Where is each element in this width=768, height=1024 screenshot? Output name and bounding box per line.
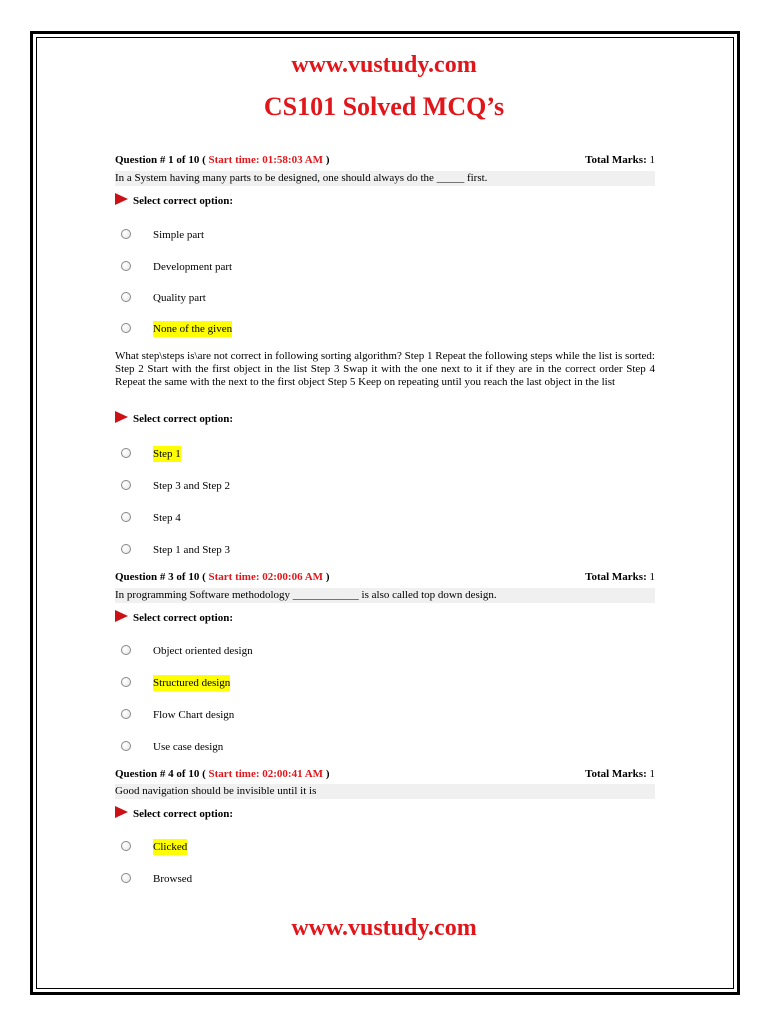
question-number-close: ) — [323, 768, 330, 780]
option-label: Step 4 — [153, 512, 181, 524]
radio-button-icon[interactable] — [121, 292, 131, 302]
start-time: Start time: 02:00:06 AM — [208, 571, 324, 583]
question-number-close: ) — [323, 154, 330, 166]
red-flag-icon — [115, 806, 128, 818]
question-header — [115, 767, 655, 781]
total-marks — [585, 153, 655, 167]
question-number: Question # 3 of 10 ( — [115, 571, 209, 583]
select-label: Select correct option: — [133, 612, 233, 624]
select-option-prompt — [115, 193, 233, 208]
option-label-highlighted: None of the given — [153, 323, 233, 335]
option-label: Step 3 and Step 2 — [153, 480, 230, 492]
option-label: Quality part — [153, 292, 206, 304]
question-header — [115, 570, 655, 584]
total-marks-value: 1 — [649, 154, 655, 166]
option-label-highlighted: Clicked — [153, 841, 188, 853]
total-marks-label: Total Marks: — [585, 154, 647, 166]
radio-button-icon[interactable] — [121, 448, 131, 458]
question-number: Question # 4 of 10 ( — [115, 768, 209, 780]
option-label-highlighted: Step 1 — [153, 448, 181, 460]
question-text: What step\steps is\are not correct in following sorting algorithm? Step 1 Repeat the following steps while the list is sorted: Step 2 Start with the first object in the list Step 3 Swap it with the one next to it if they are in the correct order Step 4 Repeat the same with the next to the first object Step 5 Keep on repeating until you reach the last object in the list — [115, 350, 655, 388]
select-option-prompt — [115, 806, 233, 821]
total-marks — [585, 767, 655, 781]
radio-button-icon[interactable] — [121, 709, 131, 719]
select-label: Select correct option: — [133, 195, 233, 207]
total-marks-value: 1 — [649, 571, 655, 583]
question-text: Good navigation should be invisible until it is — [115, 784, 655, 799]
start-time: Start time: 02:00:41 AM — [208, 768, 324, 780]
radio-button-icon[interactable] — [121, 677, 131, 687]
option-label: Step 1 and Step 3 — [153, 544, 230, 556]
radio-button-icon[interactable] — [121, 544, 131, 554]
radio-button-icon[interactable] — [121, 323, 131, 333]
option-label: Development part — [153, 261, 233, 273]
select-label: Select correct option: — [133, 413, 233, 425]
radio-button-icon[interactable] — [121, 841, 131, 851]
radio-button-icon[interactable] — [121, 261, 131, 271]
option-label: Browsed — [153, 873, 193, 885]
option-label: Object oriented design — [153, 645, 253, 657]
total-marks — [585, 570, 655, 584]
radio-button-icon[interactable] — [121, 645, 131, 655]
total-marks-label: Total Marks: — [585, 768, 647, 780]
red-flag-icon — [115, 411, 128, 423]
radio-button-icon[interactable] — [121, 512, 131, 522]
option-label-highlighted: Structured design — [153, 677, 231, 689]
red-flag-icon — [115, 610, 128, 622]
radio-button-icon[interactable] — [121, 229, 131, 239]
option-label: Simple part — [153, 229, 205, 241]
question-text: In programming Software methodology ____________ is also called top down design. — [115, 588, 655, 603]
radio-button-icon[interactable] — [121, 741, 131, 751]
site-header: www.vustudy.com — [291, 52, 477, 78]
radio-button-icon[interactable] — [121, 873, 131, 883]
question-number-close: ) — [323, 571, 330, 583]
document-title: CS101 Solved MCQ’s — [263, 92, 505, 121]
select-label: Select correct option: — [133, 808, 233, 820]
start-time: Start time: 01:58:03 AM — [208, 154, 324, 166]
radio-button-icon[interactable] — [121, 480, 131, 490]
option-label: Flow Chart design — [153, 709, 235, 721]
option-label: Use case design — [153, 741, 224, 753]
question-text: In a System having many parts to be designed, one should always do the _____ first. — [115, 171, 655, 186]
select-option-prompt — [115, 411, 233, 426]
question-number: Question # 1 of 10 ( — [115, 154, 209, 166]
red-flag-icon — [115, 193, 128, 205]
select-option-prompt — [115, 610, 233, 625]
total-marks-label: Total Marks: — [585, 571, 647, 583]
site-footer: www.vustudy.com — [291, 915, 477, 941]
total-marks-value: 1 — [649, 768, 655, 780]
question-header — [115, 153, 655, 167]
